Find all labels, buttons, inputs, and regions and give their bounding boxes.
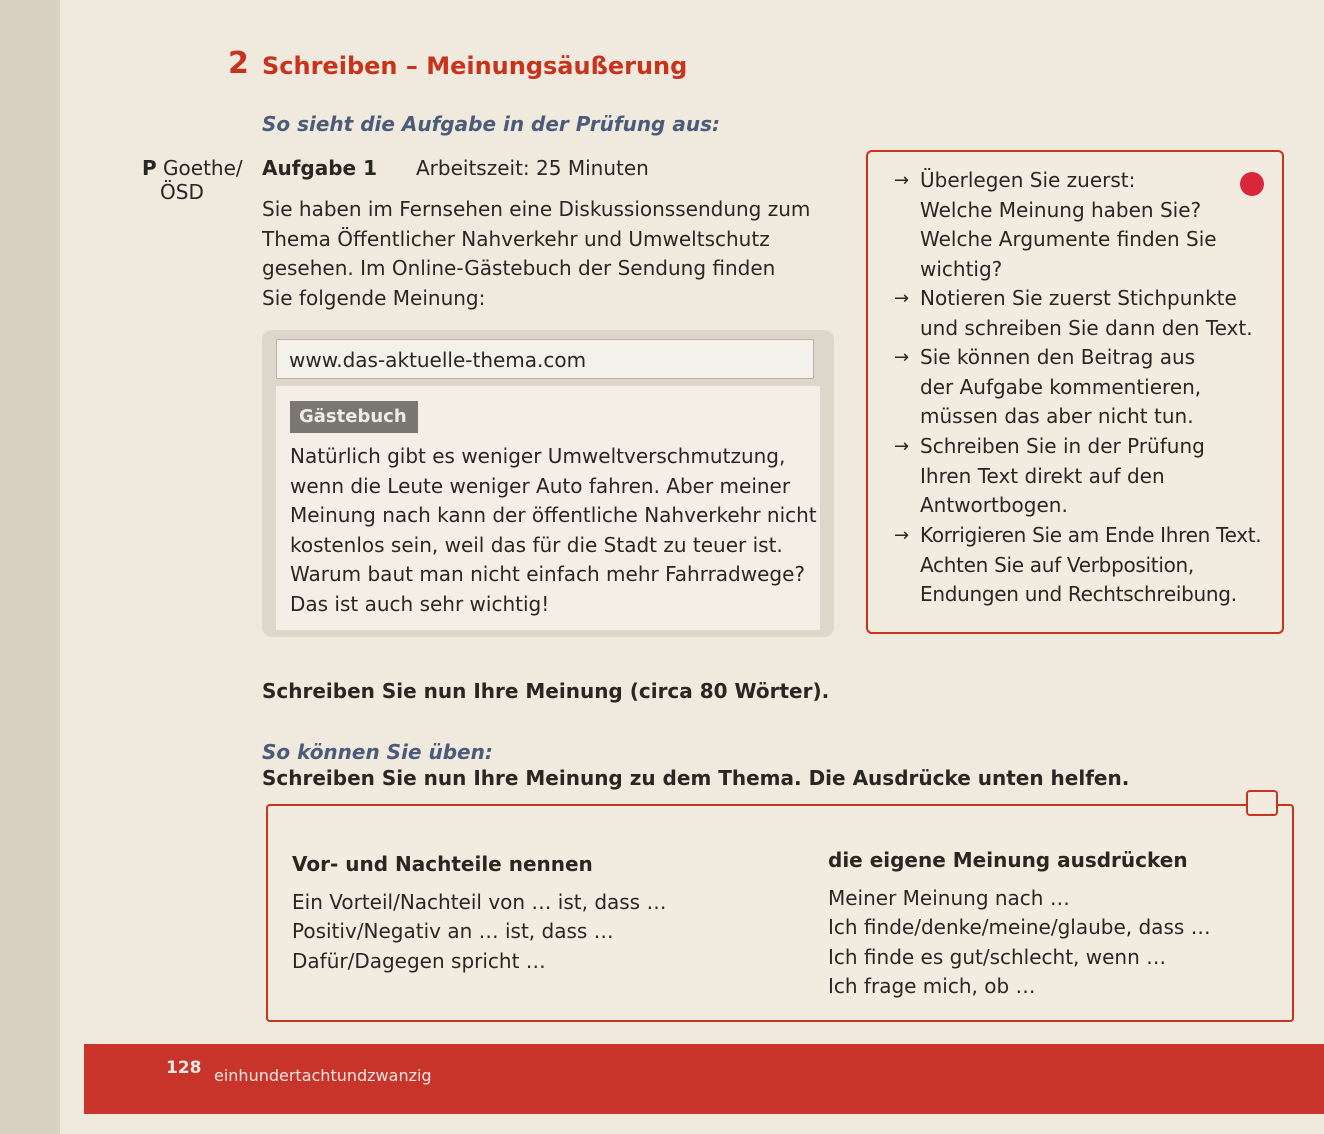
exam-label-2: ÖSD [160,180,204,204]
tip-line: Korrigieren Sie am Ende Ihren Text. [920,523,1262,547]
tip-item [894,166,1274,284]
practice-heading: So können Sie üben: [262,740,493,764]
phrase-item: Ein Vorteil/Nachteil von … ist, dass … [292,889,667,914]
phrase-item: Ich finde/denke/meine/glaube, dass … [828,915,1211,939]
tip-line: Sie können den Beitrag aus [920,345,1196,369]
arrow-right-icon: → [894,525,910,546]
tip-line: Notieren Sie zuerst Stichpunkte [920,286,1237,310]
book-gutter [0,0,60,1134]
phrases-right [828,846,1211,1002]
arrow-right-icon: → [894,436,910,457]
tip-line: Schreiben Sie in der Prüfung [920,434,1205,458]
intro-heading: So sieht die Aufgabe in der Prüfung aus: [262,112,720,136]
tip-line: wichtig? [920,256,1003,281]
phrase-item: Positiv/Negativ an … ist, dass … [292,919,614,943]
entry-line: Das ist auch sehr wichtig! [290,591,550,616]
entry-line: Natürlich gibt es weniger Umweltverschmutzung, [290,444,786,468]
tip-item [894,284,1274,343]
tip-line: und schreiben Sie dann den Text. [920,315,1253,340]
entry-line: wenn die Leute weniger Auto fahren. Aber meiner [290,473,791,498]
phrase-item: Meiner Meinung nach … [828,885,1070,910]
exam-label-1: Goethe/ [163,156,243,180]
phrases-left [292,850,666,976]
tip-line: Antwortbogen. [920,493,1068,517]
tip-line: Achten Sie auf Verbposition, [920,552,1194,577]
tip-line: Endungen und Rechtschreibung. [920,582,1237,606]
tip-item [894,432,1274,521]
phrase-item: Ich finde es gut/schlecht, wenn … [828,944,1167,969]
tip-item [894,521,1274,610]
task-time: Arbeitszeit: 25 Minuten [416,156,649,180]
phrase-item: Ich frage mich, ob … [828,974,1036,998]
tip-line: Welche Argumente finden Sie [920,227,1217,251]
practice-text: Schreiben Sie nun Ihre Meinung zu dem Thema. Die Ausdrücke unten helfen. [262,766,1130,790]
phrases-left-heading: Vor- und Nachteile nennen [292,852,593,876]
guestbook-entry [290,442,817,619]
task-title: Aufgabe 1 [262,156,377,180]
section-title: Schreiben – Meinungsäußerung [262,52,688,80]
task-line: Thema Öffentlicher Nahverkehr und Umweltschutz [262,226,770,251]
entry-line: kostenlos sein, weil das für die Stadt zu teuer ist. [290,532,783,557]
arrow-right-icon: → [894,288,910,309]
tip-item [894,343,1274,432]
url-bar: www.das-aktuelle-thema.com [276,339,814,379]
phrases-right-heading: die eigene Meinung ausdrücken [828,848,1188,872]
guestbook-tab: Gästebuch [290,401,418,433]
speech-bubble-icon [1246,790,1278,816]
entry-line: Meinung nach kann der öffentliche Nahverkehr nicht [290,503,817,527]
task-line: Sie haben im Fernsehen eine Diskussionssendung zum [262,197,811,221]
task-line: Sie folgende Meinung: [262,285,486,310]
task-text [262,195,810,313]
page-number: 128 [166,1058,202,1078]
writing-instruction: Schreiben Sie nun Ihre Meinung (circa 80 Wörter). [262,679,830,703]
tips-list [894,166,1274,610]
tip-line: müssen das aber nicht tun. [920,404,1194,428]
tip-line: der Aufgabe kommentieren, [920,374,1202,399]
section-number: 2 [228,46,249,81]
tip-line: Welche Meinung haben Sie? [920,197,1202,222]
arrow-right-icon: → [894,347,910,368]
phrase-item: Dafür/Dagegen spricht … [292,948,546,973]
exam-p: P [142,156,157,180]
arrow-right-icon: → [894,170,910,191]
tip-line: Überlegen Sie zuerst: [920,168,1136,192]
page-number-word: einhundertachtundzwanzig [214,1066,432,1085]
task-line: gesehen. Im Online-Gästebuch der Sendung finden [262,256,776,280]
tip-line: Ihren Text direkt auf den [920,463,1165,488]
entry-line: Warum baut man nicht einfach mehr Fahrradwege? [290,562,806,586]
